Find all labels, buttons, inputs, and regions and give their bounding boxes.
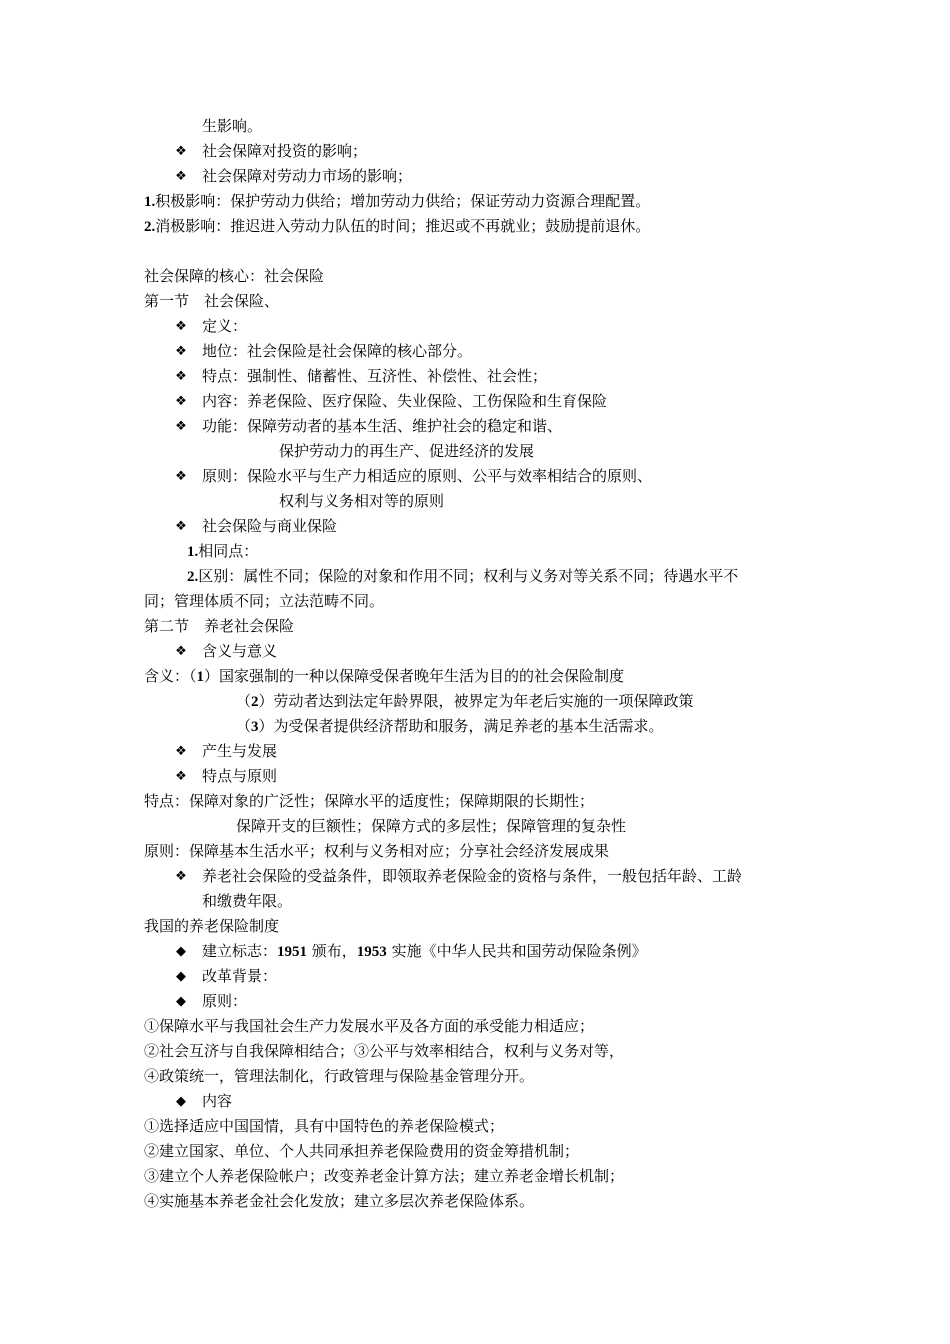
paragraph-line: ②社会互济与自我保障相结合；③公平与效率相结合，权利与义务对等， — [144, 1042, 625, 1060]
item-text: 相同点： — [198, 542, 259, 560]
bullet-text: 社会保障对投资的影响； — [202, 142, 368, 160]
solid-diamond-bullet-icon: ◆ — [176, 1094, 186, 1109]
diamond-bullet-icon: ❖ — [175, 469, 187, 484]
diamond-bullet-icon: ❖ — [175, 394, 187, 409]
bullet-item — [0, 764, 950, 789]
bullet-item — [0, 514, 950, 539]
item-text: ）国家强制的一种以保障受保者晚年生活为目的的社会保险制度 — [204, 667, 625, 685]
item-number: 2 — [251, 694, 259, 710]
item-number: 3 — [251, 719, 259, 735]
definition-label: 含义：（ — [144, 667, 197, 685]
bullet-text: 功能：保障劳动者的基本生活、维护社会的稳定和谐、 — [202, 417, 563, 435]
bullet-item — [0, 1089, 950, 1114]
numbered-item — [144, 214, 650, 239]
bullet-item — [0, 339, 950, 364]
paragraph-line: 原则：保障基本生活水平；权利与义务相对应；分享社会经济发展成果 — [144, 842, 610, 860]
item-text: 消极影响：推迟进入劳动力队伍的时间；推迟或不再就业；鼓励提前退休。 — [155, 217, 651, 235]
definition-line — [144, 664, 624, 689]
item-number: 2. — [187, 569, 199, 585]
bullet-text: 内容：养老保险、医疗保险、失业保险、工伤保险和生育保险 — [202, 392, 608, 410]
section-heading: 社会保障的核心：社会保险 — [144, 267, 325, 285]
diamond-bullet-icon: ❖ — [175, 144, 187, 159]
bullet-text: 含义与意义 — [202, 642, 278, 660]
chapter-heading: 第一节 社会保险、 — [144, 292, 280, 310]
bullet-text: 特点与原则 — [202, 767, 278, 785]
continuation-line: 保障开支的巨额性；保障方式的多层性；保障管理的复杂性 — [236, 817, 627, 835]
definition-line — [236, 714, 664, 739]
bullet-text: 改革背景： — [202, 967, 278, 985]
solid-diamond-bullet-icon: ◆ — [176, 969, 186, 984]
solid-diamond-bullet-icon: ◆ — [176, 944, 186, 959]
item-text: 区别：属性不同；保险的对象和作用不同；权利与义务对等关系不同；待遇水平不 — [198, 567, 739, 585]
numbered-item — [187, 539, 258, 564]
bullet-item — [0, 739, 950, 764]
bullet-item — [0, 389, 950, 414]
bullet-item — [0, 464, 950, 489]
paragraph-line: ①保障水平与我国社会生产力发展水平及各方面的承受能力相适应； — [144, 1017, 595, 1035]
paragraph-line: ①选择适应中国国情，具有中国特色的养老保险模式； — [144, 1117, 505, 1135]
label-text: 实施《中华人民共和国劳动保险条例》 — [386, 942, 647, 960]
continuation-line: 同；管理体质不同；立法范畴不同。 — [144, 592, 385, 610]
paragraph-line: 特点：保障对象的广泛性；保障水平的适度性；保障期限的长期性； — [144, 792, 595, 810]
item-text: ）劳动者达到法定年龄界限，被界定为年老后实施的一项保障政策 — [258, 692, 694, 710]
bullet-text: 原则：保险水平与生产力相适应的原则、公平与效率相结合的原则、 — [202, 467, 653, 485]
item-number: 1. — [144, 194, 156, 210]
year-number: 1953 — [356, 944, 387, 960]
bullet-text: 特点：强制性、储蓄性、互济性、补偿性、社会性； — [202, 367, 548, 385]
diamond-bullet-icon: ❖ — [175, 369, 187, 384]
paragraph-line: ④实施基本养老金社会化发放；建立多层次养老保险体系。 — [144, 1192, 535, 1210]
diamond-bullet-icon: ❖ — [175, 519, 187, 534]
solid-diamond-bullet-icon: ◆ — [176, 994, 186, 1009]
item-number: 1. — [187, 544, 199, 560]
bullet-item — [0, 939, 950, 964]
continuation-line: 和缴费年限。 — [202, 892, 293, 910]
bullet-text: 原则： — [202, 992, 248, 1010]
bullet-text: 社会保险与商业保险 — [202, 517, 338, 535]
bullet-text: 内容 — [202, 1092, 233, 1110]
label-text: 建立标志： — [202, 942, 278, 960]
bullet-text: 产生与发展 — [202, 742, 278, 760]
section-heading: 我国的养老保险制度 — [144, 917, 280, 935]
diamond-bullet-icon: ❖ — [175, 169, 187, 184]
bullet-text: 社会保障对劳动力市场的影响； — [202, 167, 413, 185]
diamond-bullet-icon: ❖ — [175, 744, 187, 759]
numbered-item — [144, 189, 650, 214]
definition-line — [236, 689, 694, 714]
item-number: 2. — [144, 219, 156, 235]
continuation-line: 权利与义务相对等的原则 — [279, 492, 445, 510]
bullet-item — [0, 364, 950, 389]
continuation-line: 保护劳动力的再生产、促进经济的发展 — [279, 442, 535, 460]
bullet-item — [0, 164, 950, 189]
bullet-text: 定义： — [202, 317, 248, 335]
chapter-heading: 第二节 养老社会保险 — [144, 617, 295, 635]
bullet-text — [202, 939, 647, 965]
diamond-bullet-icon: ❖ — [175, 319, 187, 334]
numbered-item — [187, 564, 738, 589]
label-text: 颁布， — [307, 942, 357, 960]
paragraph-line: 生影响。 — [202, 117, 263, 135]
item-text: 积极影响：保护劳动力供给；增加劳动力供给；保证劳动力资源合理配置。 — [155, 192, 651, 210]
bullet-item — [0, 864, 950, 889]
item-text: ）为受保者提供经济帮助和服务，满足养老的基本生活需求。 — [258, 717, 664, 735]
paragraph-line: ③建立个人养老保险帐户；改变养老金计算方法；建立养老金增长机制； — [144, 1167, 625, 1185]
bullet-item — [0, 139, 950, 164]
bullet-text: 地位：社会保险是社会保障的核心部分。 — [202, 342, 473, 360]
bullet-item — [0, 989, 950, 1014]
paren-open: （ — [236, 692, 252, 710]
bullet-item — [0, 964, 950, 989]
paren-open: （ — [236, 717, 252, 735]
bullet-item — [0, 639, 950, 664]
diamond-bullet-icon: ❖ — [175, 644, 187, 659]
bullet-item — [0, 314, 950, 339]
diamond-bullet-icon: ❖ — [175, 869, 187, 884]
item-number: 1 — [196, 669, 205, 685]
paragraph-line: ④政策统一，管理法制化，行政管理与保险基金管理分开。 — [144, 1067, 535, 1085]
bullet-item — [0, 414, 950, 439]
diamond-bullet-icon: ❖ — [175, 344, 187, 359]
bullet-text: 养老社会保险的受益条件，即领取养老保险金的资格与条件，一般包括年龄、工龄 — [202, 867, 743, 885]
paragraph-line: ②建立国家、单位、个人共同承担养老保险费用的资金筹措机制； — [144, 1142, 580, 1160]
diamond-bullet-icon: ❖ — [175, 769, 187, 784]
year-number: 1951 — [277, 944, 308, 960]
diamond-bullet-icon: ❖ — [175, 419, 187, 434]
